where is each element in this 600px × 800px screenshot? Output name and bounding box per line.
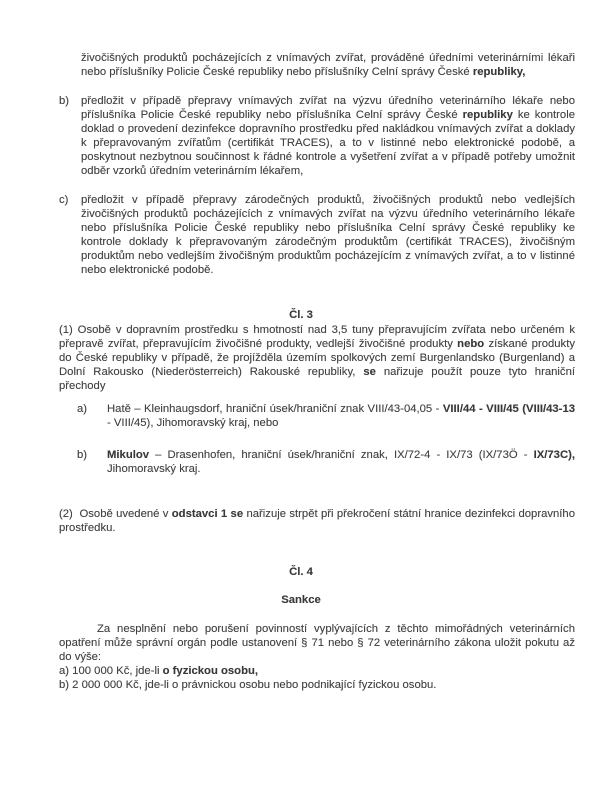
article-4-heading: Čl. 4 [289, 566, 313, 578]
article-3-heading: Čl. 3 [289, 309, 313, 321]
article3-paragraph-2: (2) Osobě uvedené v odstavci 1 se nařizuje strpět při překročení státní hranice dezinfekci dopravního prostředku. [59, 508, 575, 534]
fine-line-a: a) 100 000 Kč, jde-li o fyzickou osobu, [59, 665, 259, 677]
fine-line-b: b) 2 000 000 Kč, jde-li o právnickou osobu nebo podnikající fyzickou osobu. [59, 679, 437, 691]
obligation-item-b [59, 94, 575, 178]
border-crossing-b [77, 448, 575, 476]
list-label: a) [77, 403, 88, 415]
article3-paragraph-1: (1) Osobě v dopravním prostředku s hmotností nad 3,5 tuny přepravujícím zvířata nebo určeném k přepravě zvířat, přepravujícím živočišné produkty, vedlejší živočišné produkty nebo získané produkty do České republiky v případě, že projížděla územím spolkových zemí Burgenlandsko (Burgenland) a Dolní Rakousko (Niederösterreich) Rakouské republiky, se nařizuje použít pouze tyto hraniční přechody [59, 324, 575, 392]
list-label: b) [77, 449, 88, 461]
list-label: c) [59, 194, 69, 206]
intro-paragraph: živočišných produktů pocházejících z vnímavých zvířat, prováděné úředními veterinárními lékaři nebo příslušníky Policie České republiky nebo příslušníky Celní správy České republiky, [81, 52, 575, 78]
sanctions-heading: Sankce [281, 594, 321, 606]
obligation-text-c: předložit v případě přepravy zárodečných produktů, živočišných produktů nebo vedlejších živočišných produktů pocházejících z vnímavých zvířat na výzvu úředního veterinárního lékaře nebo příslušníka Policie České republiky nebo příslušníka Celní správy České republiky ke kontrole doklady k přepravovaným zárodečným produktům (certifikát TRACES), živočišným produktům nebo vedlejším živočišným produktům pocházejícím z vnímavých zvířat, a to v listinné nebo elektronické podobě. [81, 194, 575, 276]
border-crossing-b-text: Mikulov – Drasenhofen, hraniční úsek/hraniční znak, IX/72-4 - IX/73 (IX/73Ö - IX/73C), Jihomoravský kraj. [107, 449, 575, 475]
list-label: b) [59, 95, 70, 107]
sanctions-paragraph: Za nesplnění nebo porušení povinností vyplývajících z těchto mimořádných veterinárních opatření může správní orgán podle ustanovení § 71 nebo § 72 veterinárního zákona uložit pokutu až do výše: [59, 623, 575, 663]
border-crossing-a [77, 402, 575, 430]
border-crossing-a-text: Hatě – Kleinhaugsdorf, hraniční úsek/hraniční znak VIII/43-04,05 - VIII/44 - VIII/45 (VIII/43-13 - VIII/45), Jihomoravský kraj, nebo [107, 403, 576, 429]
obligation-text-b: předložit v případě přepravy vnímavých zvířat na výzvu úředního veterinárního lékaře nebo příslušníka Policie České republiky nebo příslušníka Celní správy České republiky ke kontrole doklad o provedení dezinfekce dopravního prostředku před nakládkou vnímavých zvířat a doklady k přepravovaným zvířatům (certifikát TRACES), a to v listinné nebo elektronické podobě, a poskytnout nezbytnou součinnost k řádné kontrole a vyšetření zvířat a v případě potřeby umožnit odběr vzorků úředním veterinárním lékařem, [81, 95, 575, 177]
obligation-item-c [59, 193, 575, 277]
